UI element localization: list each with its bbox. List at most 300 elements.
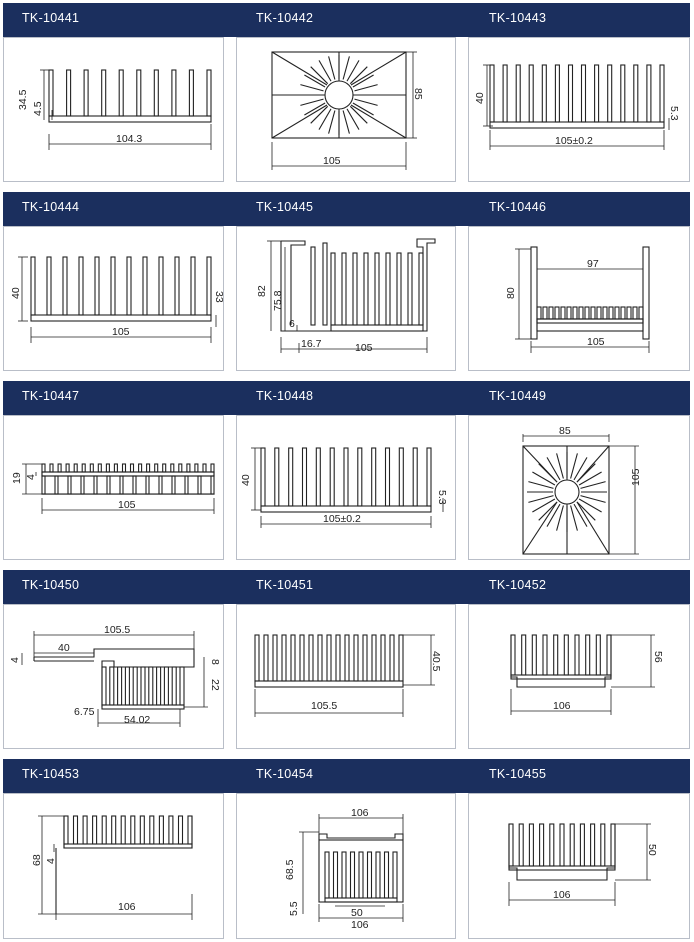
profile-card-tk-10448 [236,415,456,560]
fin-outline [125,667,129,705]
fin-outline [342,852,346,898]
fin-outline [159,476,162,494]
fin-outline [555,307,559,319]
product-code: TK-10444 [22,200,80,214]
fin-outline [570,824,574,866]
fin-outline [42,476,45,494]
fin-outline [63,257,67,315]
dimension-label: 105 [630,468,642,486]
heatsink-profile-drawing [469,605,689,748]
fin-outline [42,472,214,476]
dimension-label: 8 [209,659,221,665]
dimension-label: 105 [112,326,130,338]
fin-outline [304,103,325,115]
profile-card-tk-10452 [468,604,690,749]
fin-outline [311,106,328,123]
fin-outline [376,852,380,898]
fin-outline [261,448,265,506]
fin-outline [596,635,600,675]
fin-outline [368,852,372,898]
heatsink-profile-drawing [4,605,223,748]
product-code: TK-10442 [256,11,314,25]
product-code: TK-10454 [256,767,314,781]
dimension-label: 68 [31,854,43,866]
fin-outline [330,448,334,506]
dimension-label: 16.7 [301,338,322,350]
fin-outline [110,667,114,705]
dimension-label: 40 [58,642,70,654]
fin-outline [511,635,515,675]
fin-outline [334,852,338,898]
fin-outline [342,253,346,325]
fin-outline [343,111,349,134]
dimension-label: 54.02 [124,714,151,726]
fin-outline [329,111,335,134]
fin-outline [31,257,35,315]
fin-outline [47,257,51,315]
dimension-label: 106 [351,807,369,819]
dimension-label: 68.5 [284,859,296,880]
row-header-band-1 [3,3,690,37]
fin-outline [561,307,565,319]
fin-outline [188,816,192,844]
dimension-label: 40 [474,92,486,104]
fin-outline [300,85,323,91]
fin-outline [634,65,638,122]
fin-outline [597,307,601,319]
fin-outline [336,635,340,681]
fin-outline [351,852,355,898]
fin-outline [385,852,389,898]
fin-outline [55,476,58,494]
fin-outline [112,816,116,844]
fin-outline [84,70,88,116]
profile-card-tk-10446 [468,226,690,371]
fin-outline [66,464,69,472]
fin-outline [74,816,78,844]
fin-outline [93,816,97,844]
row-header-band-4 [3,570,690,604]
fin-outline [539,502,557,520]
dimension-label: 105 [323,155,341,167]
fin-outline [185,476,188,494]
fin-outline [118,667,122,705]
fin-outline [49,70,53,116]
fin-outline [187,464,190,472]
fin-outline [372,448,376,506]
dimension-label: 50 [646,844,658,856]
fin-outline [172,476,175,494]
fin-outline [586,635,590,675]
dimension-label: 4.5 [32,101,44,116]
fin-outline [542,65,546,122]
fin-outline [300,635,304,681]
dimension-label: 4 [45,858,57,864]
dimension-label: 105.5 [311,700,338,712]
fin-outline [358,448,362,506]
fin-outline [582,65,586,122]
fin-outline [611,824,615,866]
fin-outline [413,448,417,506]
fin-outline [537,319,643,323]
fin-outline [119,70,123,116]
dimension-label: 104.3 [116,133,143,145]
fin-outline [207,257,211,315]
fin-outline [311,67,328,84]
fin-outline [355,99,378,105]
fin-outline [329,56,335,79]
fin-outline [560,824,564,866]
dimension-label: 50 [351,907,363,919]
fin-outline [537,307,541,319]
fin-outline [67,70,71,116]
product-code: TK-10452 [489,578,547,592]
fin-outline [137,70,141,116]
fin-outline [42,464,45,472]
profile-card-tk-10455 [468,793,690,939]
fin-outline [179,464,182,472]
fin-outline [309,635,313,681]
fin-outline [627,307,631,319]
fin-outline [554,635,558,675]
dimension-label: 105 [118,499,136,511]
fin-outline [372,635,376,681]
heatsink-profile-drawing [237,605,455,748]
fin-outline [189,70,193,116]
fin-outline [127,257,131,315]
product-code: TK-10448 [256,389,314,403]
fin-outline [111,257,115,315]
fin-outline [102,816,106,844]
dimension-label: 105 [587,336,605,348]
fin-outline [175,257,179,315]
fin-outline [102,70,106,116]
dimension-label: 85 [412,88,424,100]
fin-outline [149,667,153,705]
fin-outline [353,253,357,325]
fin-outline [564,635,568,675]
fin-outline [79,257,83,315]
fin-outline [107,476,110,494]
heatsink-profile-drawing [4,794,223,938]
product-code: TK-10450 [22,578,80,592]
fin-outline [211,476,214,494]
fin-outline [157,667,161,705]
heatsink-profile-drawing [469,227,689,370]
fin-outline [106,464,109,472]
fin-outline [198,476,201,494]
fin-outline [275,448,279,506]
fin-outline [519,824,523,866]
fin-outline [102,667,106,705]
dimension-label: 106 [351,919,369,931]
dimension-label: 105 [355,342,373,354]
fin-outline [490,65,494,122]
fin-outline [49,116,211,122]
fin-outline [82,464,85,472]
dimension-label: 4 [25,474,37,480]
profile-card-tk-10449 [468,415,690,560]
fin-outline [211,464,214,472]
fin-outline [585,307,589,319]
fin-outline [325,852,329,898]
fin-outline [169,816,173,844]
fin-outline [621,65,625,122]
fin-outline [131,464,134,472]
fin-outline [58,464,61,472]
fin-outline [289,448,293,506]
fin-outline [316,448,320,506]
fin-outline [569,65,573,122]
fin-outline [609,307,613,319]
dimension-label: 105±0.2 [555,135,593,147]
fin-outline [81,476,84,494]
fin-outline [179,816,183,844]
fin-outline [601,824,605,866]
dimension-label: 106 [118,901,136,913]
heatsink-profile-drawing [237,794,455,938]
row-header-band-5 [3,759,690,793]
fin-outline [159,816,163,844]
fin-outline [575,635,579,675]
fin-outline [603,307,607,319]
product-code: TK-10441 [22,11,80,25]
profile-card-tk-10450 [3,604,224,749]
fin-outline [350,67,367,84]
fin-outline [327,635,331,681]
heatsink-profile-drawing [4,38,223,181]
dimension-label: 97 [587,258,599,270]
heatsink-profile-drawing [237,416,455,559]
fin-outline [529,824,533,866]
fin-outline [147,464,150,472]
fin-outline [102,705,184,709]
fin-outline [343,56,349,79]
fin-outline [633,307,637,319]
fin-outline [509,824,513,866]
fin-outline [353,103,374,115]
fin-outline [133,476,136,494]
fin-outline [300,99,323,105]
fin-outline [490,122,664,128]
fin-outline [325,898,397,902]
profile-card-tk-10447 [3,415,224,560]
fin-outline [567,307,571,319]
fin-outline [304,75,325,87]
fin-outline [163,464,166,472]
row-header-band-2 [3,192,690,226]
profile-card-tk-10444 [3,226,224,371]
fin-outline [509,866,615,870]
fin-outline [347,109,359,130]
fin-outline [543,307,547,319]
fin-outline [354,635,358,681]
row-header-band-3 [3,381,690,415]
dimension-label: 85 [559,425,571,437]
fin-outline [539,464,557,482]
fin-outline [172,667,176,705]
fin-outline [347,60,359,81]
fin-outline [123,464,126,472]
dimension-label: 82 [256,285,268,297]
fin-outline [577,464,595,482]
fin-outline [95,257,99,315]
dimension-label: 106 [553,889,571,901]
fin-outline [164,667,168,705]
dimension-label: 5.3 [436,490,448,505]
fin-outline [90,464,93,472]
fin-outline [359,852,363,898]
fin-outline [171,464,174,472]
heatsink-profile-drawing [237,38,455,181]
fin-outline [550,824,554,866]
fin-outline [150,816,154,844]
fin-outline [399,635,403,681]
fin-outline [114,464,117,472]
fin-outline [529,65,533,122]
heatsink-profile-drawing [4,227,223,370]
product-code: TK-10446 [489,200,547,214]
fin-outline [386,448,390,506]
fin-outline [255,681,403,687]
fin-outline [353,75,374,87]
fin-outline [390,635,394,681]
fin-outline [397,253,401,325]
heatsink-profile-drawing [469,416,689,559]
profile-card-tk-10454 [236,793,456,939]
dimension-label: 105.5 [104,624,131,636]
fin-outline [94,476,97,494]
heatsink-profile-drawing [469,794,689,938]
fin-outline [344,448,348,506]
fin-outline [64,816,68,844]
fin-outline [98,464,101,472]
heatsink-profile-drawing [469,38,689,181]
profile-card-tk-10442 [236,37,456,182]
fin-outline [155,464,158,472]
fin-outline [255,635,259,681]
fin-outline [120,476,123,494]
fin-outline [68,476,71,494]
product-code: TK-10455 [489,767,547,781]
dimension-label: 40.5 [430,651,442,672]
fin-outline [607,635,611,675]
fin-outline [591,824,595,866]
fin-outline [532,635,536,675]
dimension-label: 6.75 [74,706,95,718]
fin-outline [573,307,577,319]
dimension-label: 22 [209,679,221,691]
heatsink-profile-drawing [4,416,223,559]
fin-outline [191,257,195,315]
dimension-label: 19 [11,472,23,484]
fin-outline [608,65,612,122]
fin-outline [375,253,379,325]
fin-outline [133,667,137,705]
fin-outline [143,257,147,315]
fin-outline [203,464,206,472]
fin-outline [345,635,349,681]
fin-outline [419,253,423,325]
fin-outline [331,253,335,325]
fin-outline [50,464,53,472]
fin-outline [579,307,583,319]
fin-outline [74,464,77,472]
fin-outline [621,307,625,319]
fin-outline [318,635,322,681]
profile-card-tk-10441 [3,37,224,182]
fin-outline [64,844,192,848]
fin-outline [381,635,385,681]
dimension-label: 75.8 [272,290,284,311]
fin-outline [195,464,198,472]
product-code: TK-10447 [22,389,80,403]
fin-outline [121,816,125,844]
fin-outline [386,253,390,325]
dimension-label: 5.3 [668,106,680,121]
fin-outline [595,65,599,122]
fin-outline [639,307,643,319]
fin-outline [291,635,295,681]
fin-outline [172,70,176,116]
fin-outline [303,448,307,506]
fin-outline [282,635,286,681]
product-code: TK-10449 [489,389,547,403]
dimension-label: 80 [505,287,517,299]
fin-outline [511,675,611,679]
fin-outline [83,816,87,844]
dimension-label: 5.5 [288,901,300,916]
fin-outline [319,60,331,81]
fin-outline [159,257,163,315]
fin-outline [580,824,584,866]
fin-outline [591,307,595,319]
fin-outline [319,109,331,130]
fin-outline [555,65,559,122]
fin-outline [140,816,144,844]
fin-outline [264,635,268,681]
dimension-label: 40 [10,287,22,299]
fin-outline [543,635,547,675]
dimension-label: 6 [289,318,295,330]
profile-card-tk-10453 [3,793,224,939]
fin-outline [540,824,544,866]
profile-card-tk-10443 [468,37,690,182]
dimension-label: 40 [240,474,252,486]
fin-outline [146,476,149,494]
fin-outline [549,307,553,319]
fin-outline [427,448,431,506]
product-code: TK-10451 [256,578,314,592]
fin-outline [131,816,135,844]
fin-outline [261,506,431,512]
fin-outline [363,635,367,681]
fin-outline [393,852,397,898]
product-code: TK-10445 [256,200,314,214]
fin-outline [180,667,184,705]
fin-outline [516,65,520,122]
fin-outline [350,106,367,123]
product-code: TK-10443 [489,11,547,25]
fin-outline [355,85,378,91]
fin-outline [364,253,368,325]
fin-outline [503,65,507,122]
product-code: TK-10453 [22,767,80,781]
dimension-label: 33 [213,291,225,303]
fin-outline [139,464,142,472]
heatsink-profile-drawing [237,227,455,370]
fin-outline [141,667,145,705]
